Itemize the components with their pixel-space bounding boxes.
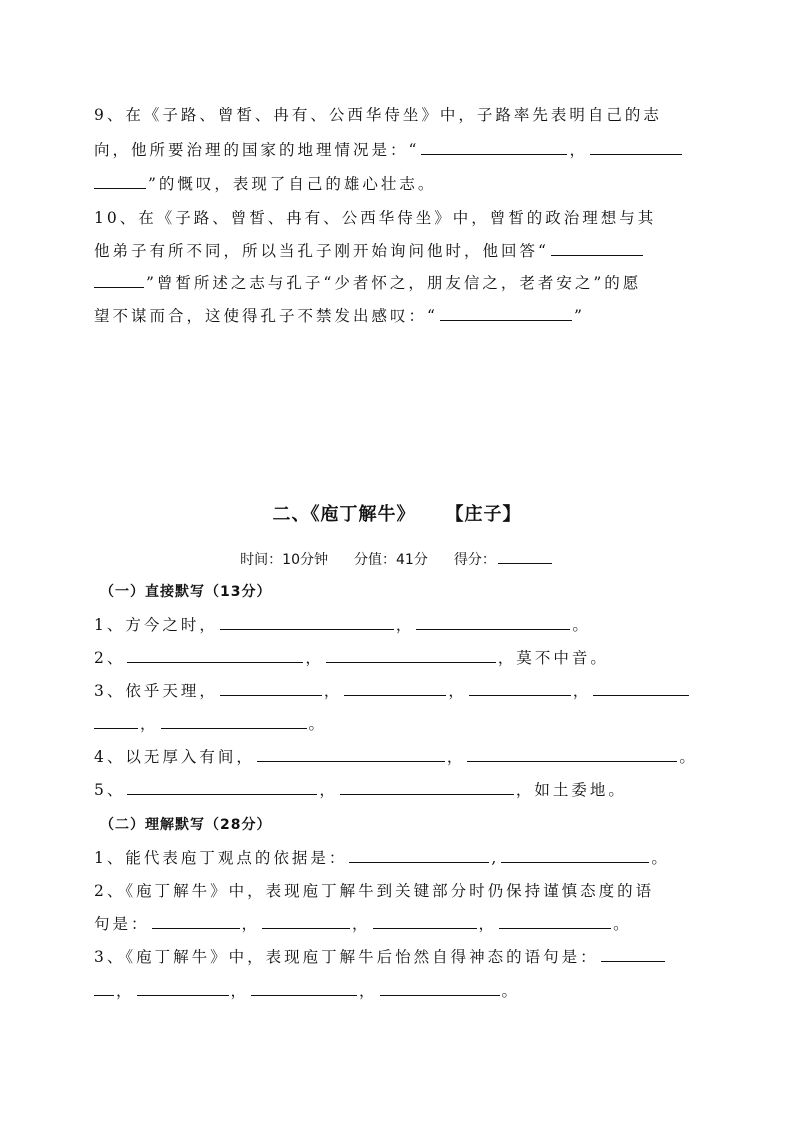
q10-text-2: 他弟子有所不同，所以当孔子刚开始询问他时，他回答“ [94,242,549,260]
part1-q1-comma: ， [395,616,415,634]
score-label: 分值：41分 [354,552,428,568]
part1-q1-blank-2[interactable] [416,614,570,630]
q10-text-1: 10、在《子路、曾皙、冉有、公西华侍坐》中，曾皙的政治理想与其 [94,209,657,227]
part2-q3-comma-2: ， [230,982,250,1000]
got-label: 得分： [453,552,496,568]
part1-q3-comma-3: ， [572,682,592,700]
part2-q1-blank-1[interactable] [349,847,489,863]
q10-text-4: 望不谋而合，这使得孔子不禁发出感叹：“ [94,307,438,325]
q9-blank-2[interactable] [590,139,682,155]
q10-line-4 [94,305,704,327]
part1-q3-cont [94,713,704,735]
part1-q5-blank-2[interactable] [340,779,514,795]
part1-q4-blank-1[interactable] [257,746,445,762]
part1-q1-blank-1[interactable] [220,614,394,630]
q9-comma: ， [569,141,588,159]
part2-q1 [94,847,704,869]
part2-q3-line-2 [94,980,704,1002]
got-blank[interactable] [498,548,552,564]
q10-blank-1-cont[interactable] [94,272,144,288]
part2-heading: （二）理解默写（28分） [100,817,272,833]
q9-text-2: 向，他所要治理的国家的地理情况是：“ [94,141,420,159]
section-title-text: 二、《庖丁解牛》 [272,504,416,525]
part2-q1-blank-2[interactable] [501,847,649,863]
part2-q2-blank-2[interactable] [262,913,350,929]
part2-q2-blank-1[interactable] [152,913,240,929]
part1-q4 [94,746,704,768]
part2-q2-line-2 [94,913,704,935]
part2-q3-text: 3、《庖丁解牛》中，表现庖丁解牛后怡然自得神态的语句是： [94,948,599,966]
part1-q5-num: 5、 [94,781,126,799]
part1-q5 [94,779,704,801]
part1-q1 [94,614,704,636]
q10-blank-1[interactable] [551,240,643,256]
part2-q2-comma-1: ， [241,915,261,933]
part2-q3-comma-3: ， [359,982,378,1000]
part1-q2-num: 2、 [94,649,126,667]
part1-q4-comma: ， [446,748,466,766]
part1-q3-blank-2[interactable] [344,680,446,696]
part1-q1-period: 。 [572,616,591,634]
part1-q2-blank-1[interactable] [127,647,303,663]
part1-q3-period: 。 [308,715,328,733]
q9-blank-2-cont[interactable] [94,173,146,189]
part2-q2-comma-3: ， [478,915,498,933]
part1-q3-comma-2: ， [448,682,467,700]
part1-q3-comma-4: ， [140,715,159,733]
part2-q2-blank-3[interactable] [373,913,477,929]
part1-heading: （一）直接默写（13分） [100,584,272,600]
part1-q5-blank-1[interactable] [127,779,317,795]
part2-q3-blank-3[interactable] [251,980,357,996]
part1-q3-blank-5[interactable] [161,713,307,729]
part1-q2-blank-2[interactable] [326,647,496,663]
part1-q4-blank-2[interactable] [467,746,677,762]
q10-close-quote: ” [573,307,585,325]
part1-q3-blank-4[interactable] [593,680,689,696]
part1-q2 [94,647,704,669]
section-title [0,500,794,526]
part2-q1-period: 。 [651,849,670,867]
part2-q2-line-1 [94,880,704,902]
part2-q3-period: 。 [501,982,521,1000]
q9-line-2 [94,139,704,161]
part2-q3-blank-1-cont[interactable] [94,980,114,996]
section-meta [0,548,794,569]
part1-q4-text: 4、以无厚入有间， [94,748,255,766]
part1-q3-blank-1[interactable] [220,680,322,696]
part2-q2-blank-4[interactable] [499,913,611,929]
part1-q5-end: ，如土委地。 [515,781,627,799]
part2-q2-period: 。 [613,915,632,933]
part2-q3-blank-2[interactable] [137,980,229,996]
part1-q4-period: 。 [679,748,698,766]
time-label: 时间：10分钟 [240,552,328,568]
part2-q2-comma-2: ， [352,915,371,933]
part1-q2-end: ，莫不中音。 [497,649,609,667]
q10-blank-2[interactable] [440,305,572,321]
q9-line-1 [94,104,704,126]
part2-q2-text-1: 2、《庖丁解牛》中，表现庖丁解牛到关键部分时仍保持谨慎态度的语 [94,882,655,900]
part1-q1-text: 1、方今之时， [94,616,218,634]
q9-text-3: ”的慨叹，表现了自己的雄心壮志。 [148,175,437,193]
part1-q5-comma: ， [319,781,338,799]
part2-q3-comma-1: ， [116,982,135,1000]
part1-q3-blank-4-cont[interactable] [94,713,138,729]
q10-line-2 [94,240,704,262]
q9-line-3 [94,173,704,195]
q9-blank-1[interactable] [421,139,567,155]
part2-q1-text: 1、能代表庖丁观点的依据是： [94,849,348,867]
q10-text-3: ”曾皙所述之志与孔子“少者怀之，朋友信之，老者安之”的愿 [146,274,642,292]
q9-text-1: 9、在《子路、曾皙、冉有、公西华侍坐》中，子路率先表明自己的志 [94,106,662,124]
part2-q3-blank-4[interactable] [380,980,500,996]
section-author: 【庄子】 [445,504,522,525]
part1-q3-blank-3[interactable] [469,680,571,696]
q10-line-1 [94,207,704,229]
part1-q3-text: 3、依乎天理， [94,682,218,700]
part1-q3 [94,680,704,702]
part1-q2-comma: ， [305,649,324,667]
part2-q3-blank-1[interactable] [601,946,665,962]
part2-q1-comma: , [491,849,500,867]
part2-q2-text-2: 句是： [94,915,150,933]
part1-q3-comma-1: ， [323,682,343,700]
part2-q3-line-1 [94,946,704,968]
q10-line-3 [94,272,704,294]
